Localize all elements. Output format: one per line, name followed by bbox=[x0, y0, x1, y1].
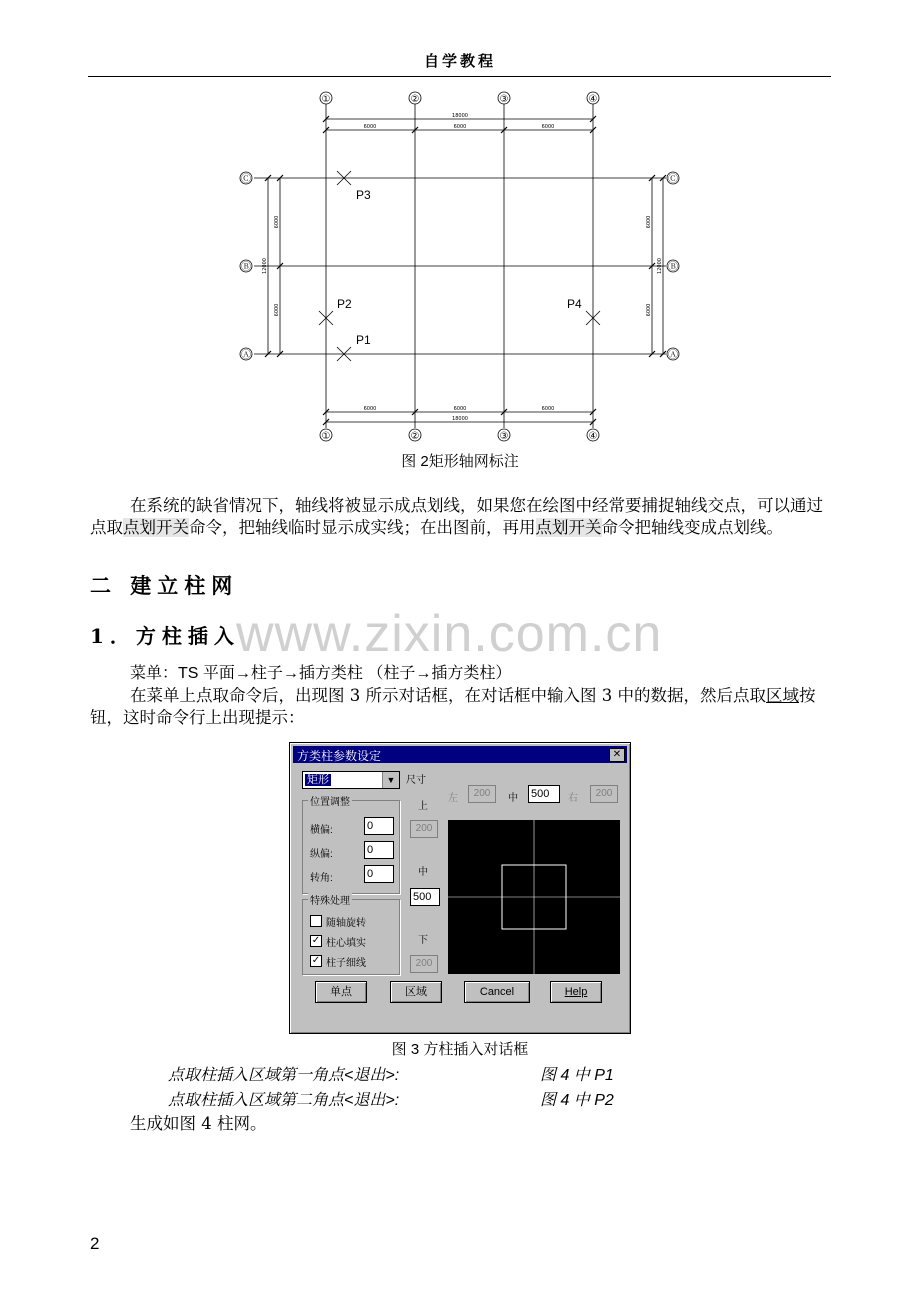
figure-3-caption: 图 3 方柱插入对话框 bbox=[391, 1041, 529, 1058]
up-label: 上 bbox=[418, 801, 428, 812]
center-height-field[interactable]: 500 bbox=[410, 888, 440, 906]
dim-top-bay-1: 6000 bbox=[363, 124, 377, 130]
axis-label-right-b: Ⓑ bbox=[668, 262, 678, 273]
h-offset-field[interactable]: 0 bbox=[364, 817, 394, 835]
axis-label-left-a: Ⓐ bbox=[241, 350, 251, 361]
dim-bottom-bay-1: 6000 bbox=[363, 406, 377, 412]
prompt-first-corner: 点取柱插入区域第一角点<退出>: bbox=[168, 1067, 400, 1084]
center-label: 中 bbox=[418, 867, 428, 878]
size-label: 尺寸 bbox=[406, 775, 426, 786]
menu-path-line: 菜单：TS 平面→柱子→插方类柱 （柱子→插方类柱） bbox=[130, 665, 512, 682]
help-button[interactable]: Help bbox=[550, 981, 602, 1003]
down-label: 下 bbox=[418, 935, 428, 946]
left-width-label: 左 bbox=[448, 793, 458, 804]
rotate-with-axis-checkbox[interactable] bbox=[310, 915, 322, 927]
paragraph-text: 命令，把轴线临时显示成实线；在出图前，再用 bbox=[189, 518, 536, 537]
highlight-dash-toggle: 点划开关 bbox=[123, 518, 189, 537]
position-adjust-title: 位置调整 bbox=[308, 793, 352, 808]
dim-left-bay-1: 6000 bbox=[274, 215, 280, 229]
page-header-title: 自学教程 bbox=[423, 52, 496, 70]
down-height-field[interactable]: 200 bbox=[410, 955, 438, 973]
paragraph-axis-display bbox=[90, 495, 832, 539]
prompt-second-corner: 点取柱插入区域第二角点<退出>: bbox=[168, 1092, 400, 1109]
shape-select[interactable] bbox=[302, 771, 400, 789]
fill-center-label: 柱心填实 bbox=[326, 938, 366, 949]
right-width-field[interactable]: 200 bbox=[590, 785, 618, 803]
up-height-field[interactable]: 200 bbox=[410, 820, 438, 838]
dialog-title-bar bbox=[293, 746, 627, 763]
paragraph-text: 在菜单上点取命令后，出现图 3 所示对话框，在对话框中输入图 3 中的数据，然后点取 bbox=[130, 686, 766, 705]
point-label-p2: P2 bbox=[337, 297, 352, 311]
watermark-text: www.zixin.com.cn bbox=[236, 605, 663, 663]
figure-2-caption: 图 2矩形轴网标注 bbox=[401, 453, 519, 470]
dim-left-bay-2: 6000 bbox=[274, 303, 280, 317]
h-offset-label: 横偏: bbox=[310, 825, 333, 836]
column-preview bbox=[448, 820, 620, 974]
dialog-title: 方类柱参数设定 bbox=[297, 749, 382, 763]
dim-right-total: 12000 bbox=[657, 258, 663, 274]
area-button[interactable]: 区域 bbox=[390, 981, 442, 1003]
dim-bottom-bay-2: 6000 bbox=[453, 406, 467, 412]
point-label-p3: P3 bbox=[356, 188, 371, 202]
prompt-first-ref: 图 4 中 P1 bbox=[540, 1067, 614, 1084]
rotation-label: 转角: bbox=[310, 873, 333, 884]
dim-right-bay-1: 6000 bbox=[646, 215, 652, 229]
cancel-button[interactable]: Cancel bbox=[464, 981, 530, 1003]
axis-label-right-c: Ⓒ bbox=[668, 174, 678, 185]
axis-label-top-2: ② bbox=[410, 94, 420, 105]
dim-left-total: 12000 bbox=[262, 258, 268, 274]
dim-top-total: 18000 bbox=[452, 113, 468, 119]
rotation-field[interactable]: 0 bbox=[364, 865, 394, 883]
axis-label-left-b: Ⓑ bbox=[241, 262, 251, 273]
section-heading: 二 建立柱网 bbox=[90, 573, 239, 598]
point-label-p4: P4 bbox=[567, 297, 582, 311]
close-icon[interactable]: ✕ bbox=[609, 748, 625, 762]
closing-sentence: 生成如图 4 柱网。 bbox=[130, 1114, 267, 1133]
axis-label-top-4: ④ bbox=[588, 94, 598, 105]
dim-top-bay-2: 6000 bbox=[453, 124, 467, 130]
mid-width-field[interactable]: 500 bbox=[528, 785, 560, 803]
right-width-label: 右 bbox=[568, 793, 578, 804]
highlight-dash-toggle: 点划开关 bbox=[535, 518, 602, 537]
paragraph-text: 命令把轴线变成点划线。 bbox=[601, 518, 783, 537]
paragraph-text: 在系统的缺省情况下，轴线将被显示成点划线，如果您在绘图中经常要捕捉轴线交点，可以通过点取 bbox=[90, 496, 823, 537]
fill-center-checkbox[interactable]: ✓ bbox=[311, 935, 321, 946]
shape-select-value: 矩形 bbox=[307, 774, 329, 786]
single-point-button[interactable]: 单点 bbox=[315, 981, 367, 1003]
axis-label-bottom-2: ② bbox=[410, 431, 420, 442]
mid-width-label: 中 bbox=[508, 793, 518, 804]
paragraph-dialog-intro bbox=[90, 685, 832, 729]
subsection-heading: 1．方柱插入 bbox=[90, 624, 240, 648]
dim-bottom-bay-3: 6000 bbox=[541, 406, 555, 412]
area-button-reference: 区域 bbox=[765, 686, 799, 705]
thin-line-checkbox[interactable]: ✓ bbox=[311, 955, 321, 966]
v-offset-label: 纵偏: bbox=[310, 849, 333, 860]
axis-label-top-1: ① bbox=[321, 94, 331, 105]
thin-line-label: 柱子细线 bbox=[326, 958, 366, 969]
left-width-field[interactable]: 200 bbox=[468, 785, 496, 803]
v-offset-field[interactable]: 0 bbox=[364, 841, 394, 859]
column-params-dialog bbox=[289, 742, 631, 1034]
rotate-with-axis-label: 随轴旋转 bbox=[326, 918, 366, 929]
axis-label-bottom-1: ① bbox=[321, 431, 331, 442]
axis-label-top-3: ③ bbox=[499, 94, 509, 105]
axis-label-bottom-3: ③ bbox=[499, 431, 509, 442]
point-label-p1: P1 bbox=[356, 333, 371, 347]
page-number: 2 bbox=[90, 1234, 100, 1253]
dim-right-bay-2: 6000 bbox=[646, 303, 652, 317]
paragraph-text: 按钮，这时命令行上出现提示： bbox=[90, 686, 816, 727]
axis-label-right-a: Ⓐ bbox=[668, 350, 678, 361]
dim-top-bay-3: 6000 bbox=[541, 124, 555, 130]
axis-label-left-c: Ⓒ bbox=[241, 174, 251, 185]
chevron-down-icon[interactable]: ▼ bbox=[382, 772, 399, 788]
prompt-second-ref: 图 4 中 P2 bbox=[540, 1092, 614, 1109]
axis-label-bottom-4: ④ bbox=[588, 431, 598, 442]
header-rule bbox=[88, 76, 831, 77]
dim-bottom-total: 18000 bbox=[452, 416, 468, 422]
special-handling-title: 特殊处理 bbox=[308, 892, 352, 907]
axis-grid-drawing bbox=[230, 88, 690, 448]
